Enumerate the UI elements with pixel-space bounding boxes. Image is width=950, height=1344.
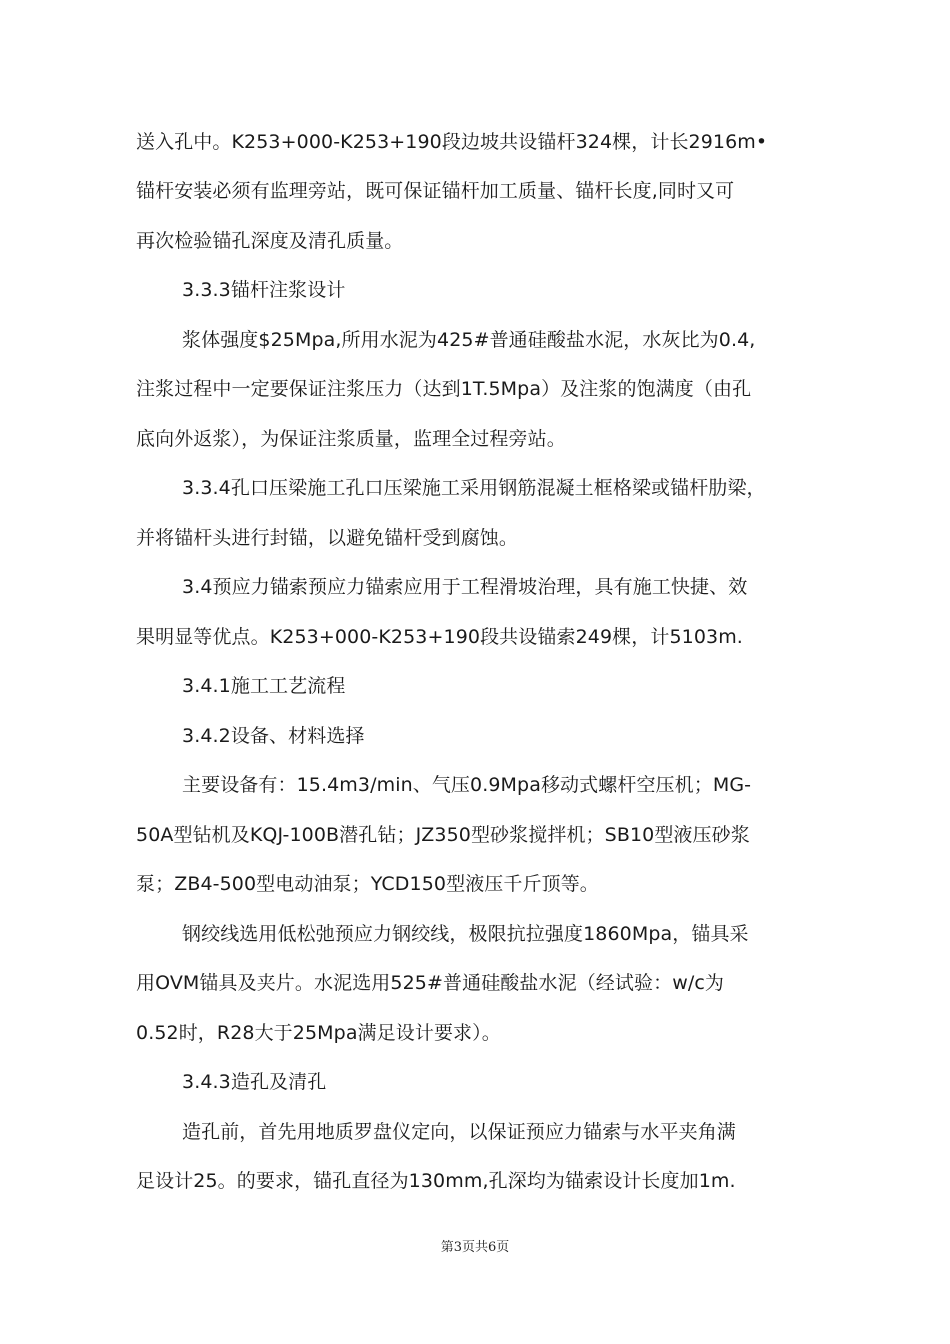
text-line: 锚杆安装必须有监理旁站，既可保证锚杆加工质量、锚杆长度,同时又可	[136, 180, 735, 202]
text-line: 并将锚杆头进行封锚，以避免锚杆受到腐蚀。	[136, 527, 519, 549]
section-heading: 3.4.1施工工艺流程	[182, 675, 346, 697]
section-heading: 3.4.2设备、材料选择	[182, 725, 365, 747]
text-line: 3.3.4孔口压梁施工孔口压梁施工采用钢筋混凝土框格梁或锚杆肋梁，	[182, 477, 766, 499]
section-heading: 3.3.3锚杆注浆设计	[182, 279, 346, 301]
text-line: 浆体强度$25Mpa,所用水泥为425#普通硅酸盐水泥，水灰比为0.4,	[182, 329, 756, 351]
text-line: 果明显等优点。K253+000-K253+190段共设锚索249棵，计5103m.	[136, 626, 743, 648]
text-line: 注浆过程中一定要保证注浆压力（达到1T.5Mpa）及注浆的饱满度（由孔	[136, 378, 752, 400]
text-line: 泵；ZB4-500型电动油泵；YCD150型液压千斤顶等。	[136, 873, 599, 895]
text-line: 送入孔中。K253+000-K253+190段边坡共设锚杆324棵，计长2916m•	[136, 131, 768, 153]
text-line: 底向外返浆），为保证注浆质量，监理全过程旁站。	[136, 428, 566, 450]
text-line: 用OVM锚具及夹片。水泥选用525#普通硅酸盐水泥（经试验：w/c为	[136, 972, 724, 994]
text-line: 钢绞线选用低松弛预应力钢绞线，极限抗拉强度1860Mpa，锚具采	[182, 923, 749, 945]
section-heading: 3.4.3造孔及清孔	[182, 1071, 327, 1093]
text-line: 再次检验锚孔深度及清孔质量。	[136, 230, 404, 252]
text-line: 足设计25。的要求，锚孔直径为130mm,孔深均为锚索设计长度加1m.	[136, 1170, 736, 1192]
text-line: 3.4预应力锚索预应力锚索应用于工程滑坡治理，具有施工快捷、效	[182, 576, 748, 598]
text-line: 造孔前，首先用地质罗盘仪定向，以保证预应力锚索与水平夹角满	[182, 1121, 736, 1143]
text-line: 0.52时，R28大于25Mpa满足设计要求）。	[136, 1022, 501, 1044]
page-number-footer: 第3页共6页	[440, 1240, 510, 1255]
text-line: 主要设备有：15.4m3/min、气压0.9Mpa移动式螺杆空压机；MG-	[182, 774, 752, 796]
text-line: 50A型钻机及KQJ-100B潜孔钻；JZ350型砂浆搅拌机；SB10型液压砂浆	[136, 824, 750, 846]
